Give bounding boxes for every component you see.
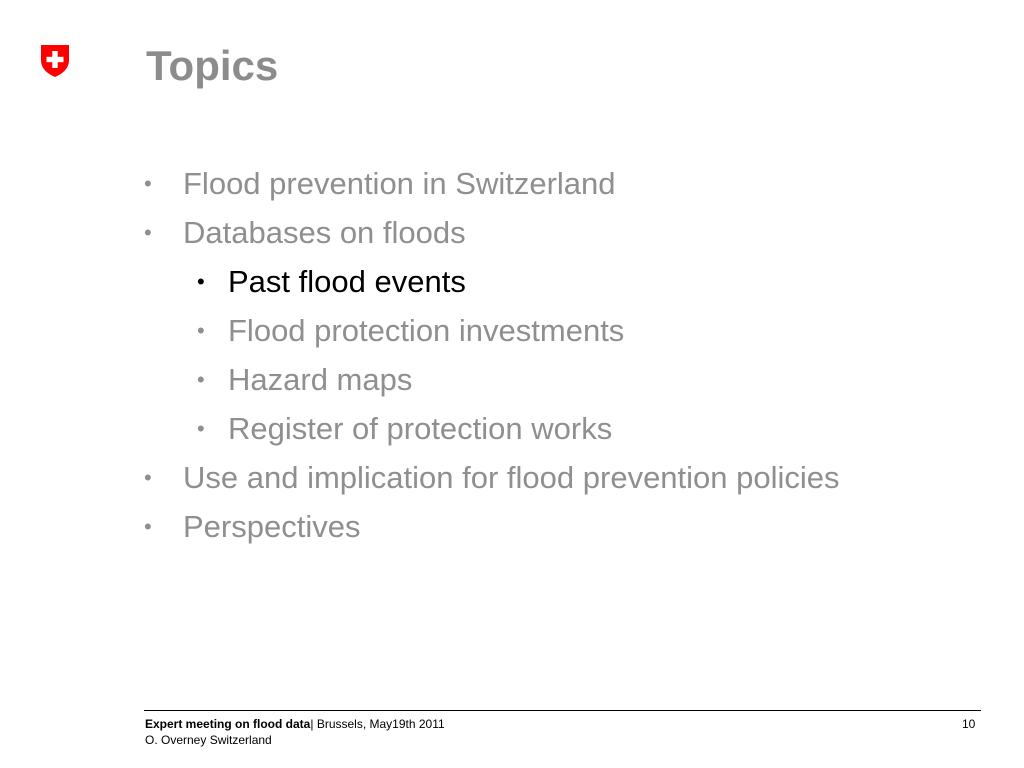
page-title: Topics: [146, 42, 279, 89]
footer-event: Expert meeting on flood data: [145, 717, 311, 731]
list-item-label: Register of protection works: [228, 411, 613, 446]
footer-separator: |: [310, 717, 314, 731]
list-item-label: Past flood events: [228, 264, 466, 299]
page-number: 10: [962, 717, 976, 731]
footer-location-date: Brussels, May19th 2011: [313, 717, 445, 731]
list-item-label: Databases on floods: [183, 215, 466, 250]
bullet-dot: •: [144, 514, 152, 539]
list-item-label: Perspectives: [183, 509, 361, 544]
bullet-dot: •: [144, 220, 152, 245]
footer-divider: [144, 710, 981, 711]
bullet-dot: •: [197, 416, 205, 441]
footer-info: [145, 716, 445, 748]
footer-author: O. Overney Switzerland: [145, 733, 272, 747]
bullet-dot: •: [197, 367, 205, 392]
bullet-dot: •: [144, 465, 152, 490]
list-item-label: Flood protection investments: [228, 313, 625, 348]
list-item-label: Flood prevention in Switzerland: [183, 166, 616, 201]
bullet-dot: •: [197, 269, 205, 294]
bullet-dot: •: [144, 171, 152, 196]
footer-event-line: [145, 716, 445, 732]
list-item-label: Use and implication for flood prevention policies: [183, 460, 840, 495]
swiss-cross-shield-icon: [40, 44, 70, 78]
bullet-dot: •: [197, 318, 205, 343]
list-item-label: Hazard maps: [228, 362, 413, 397]
